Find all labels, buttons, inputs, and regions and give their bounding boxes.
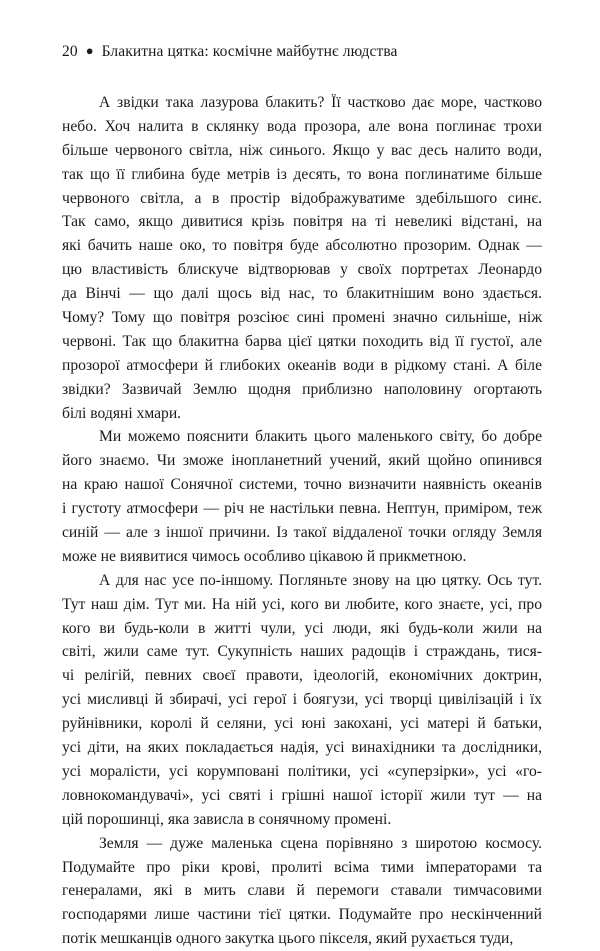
text-line: ловнокомандувачі», усі святі і грішні нашої історії жили тут — на (62, 786, 542, 804)
paragraph (62, 569, 542, 832)
text-line: господарями лише частини тієї цятки. Подумайте про нескінченний (62, 906, 542, 924)
text-line: Подумайте про ріки крові, пролиті всіма тими імператорами та (62, 858, 542, 876)
text-line: чі релігій, певних своєї правоти, ідеологій, економічних доктрин, (62, 667, 542, 685)
text-line: на краю нашої Сонячної системи, точно визначити наявність океанів (62, 476, 542, 494)
text-line: Так само, якщо дивитися крізь повітря на ті невеликі відстані, на (62, 213, 542, 231)
text-line: генералами, які в мить слави й перемоги ставали тимчасовими (62, 882, 542, 900)
text-line: прозорої атмосфери й глибоких океанів води в рідкому стані. А біле (62, 356, 542, 374)
text-line: звідки? Зазвичай Землю щодня приблизно наполовину огортають (62, 380, 542, 398)
text-line: червоного світла, а в простір відображуватиме здебільшого синє. (62, 189, 542, 207)
page-number: 20 (62, 43, 78, 60)
text-line: кого ви будь-коли в житті чули, усі люди, які будь-коли жили на (62, 619, 542, 637)
text-line: усі моралісти, усі корумповані політики, усі «суперзірки», усі «го- (62, 762, 542, 780)
text-line: Чому? Тому що повітря розсіює сині промені значно сильніше, ніж (62, 309, 542, 327)
text-line: синій — але з іншої причини. Із такої віддаленої точки огляду Земля (62, 524, 542, 542)
paragraph (62, 91, 542, 425)
text-line: усі мисливці й збирачі, усі герої і боягузи, усі творці цивілізацій і їх (62, 691, 542, 709)
running-head (62, 42, 398, 62)
text-line: потік мешканців одного закутка цього пікселя, який рухається туди, (62, 930, 514, 948)
text-line: світі, жили саме тут. Сукупність наших радощів і страждань, тися- (62, 643, 542, 661)
text-line: червоні. Так що блакитна барва цієї цятки походить від її густої, але (62, 332, 542, 350)
text-line: А звідки така лазурова блакить? Її частково дає море, частково (99, 94, 542, 111)
paragraph (62, 832, 542, 951)
text-line: більше червоного світла, ніж синього. Якщо у вас десь налито води, (62, 141, 542, 159)
text-line: руйнівники, королі й селяни, усі юні закохані, усі матері й батьки, (62, 715, 542, 733)
text-line: так що її глибина буде метрів із десять, то вона поглинатиме більше (62, 165, 542, 183)
text-line: небо. Хоч налита в склянку вода прозора, але вона поглинає трохи (62, 117, 542, 135)
body-text (62, 91, 542, 951)
text-line: А для нас усе по-іншому. Погляньте знову на цю цятку. Ось тут. (99, 571, 542, 589)
text-line: його знаємо. Чи зможе інопланетний учений, який щойно опинився (62, 452, 542, 470)
text-line: і густоту атмосфери — річ не настільки певна. Нептун, приміром, теж (62, 500, 542, 518)
text-line: Ми можемо пояснити блакить цього маленького світу, бо добре (99, 428, 542, 446)
text-line: білі водяні хмари. (62, 404, 182, 422)
text-line: усі діти, на яких покладається надія, усі винахідники та дослідники, (62, 739, 542, 757)
text-line: Тут наш дім. Тут ми. На ній усі, кого ви любите, кого знаєте, усі, про (62, 595, 542, 613)
paragraph (62, 425, 542, 568)
text-line: які бачить наше око, то повітря буде абсолютно прозорим. Однак — (62, 237, 542, 255)
running-head-title: Блакитна цятка: космічне майбутнє людства (101, 43, 398, 60)
text-line: да Вінчі — що далі щось від нас, то блакитнішим воно здається. (62, 285, 542, 303)
text-line: Земля — дуже маленька сцена порівняно з широтою космосу. (99, 834, 542, 852)
bullet-icon: ● (85, 43, 94, 58)
text-line: цій порошинці, яка зависла в сонячному промені. (62, 810, 392, 828)
text-line: може не виявитися чимось особливо цікавою й прикметною. (62, 547, 467, 565)
text-line: цю властивість блискуче відтворював у своїх портретах Леонардо (62, 261, 542, 279)
